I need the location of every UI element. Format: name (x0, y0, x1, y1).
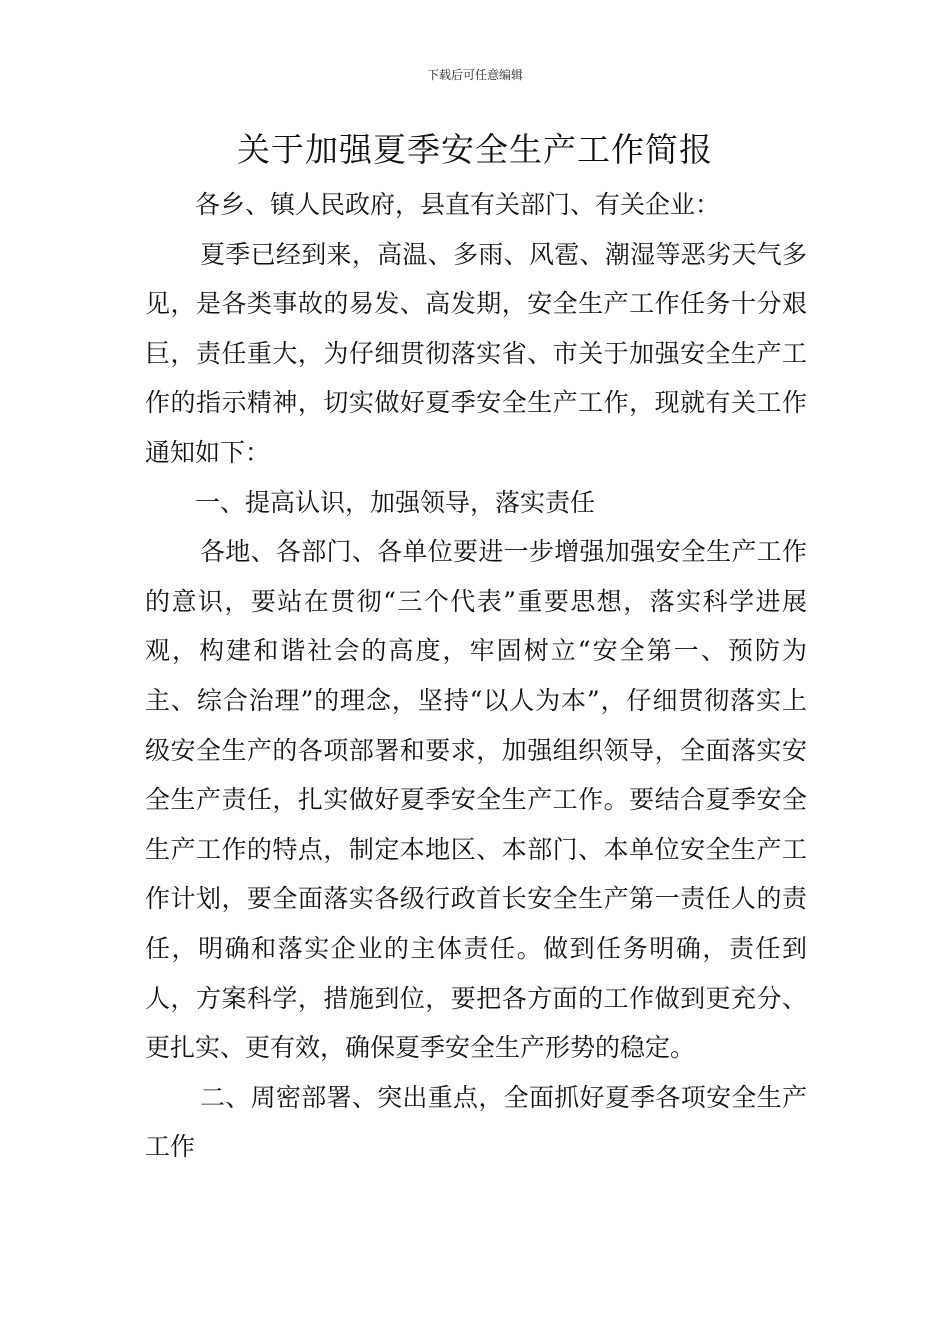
section-heading-1: 一、提高认识，加强领导，落实责任 (195, 487, 596, 517)
section-heading-2: 二、周密部署、突出重点，全面抓好夏季各项安全生产工作 (145, 1082, 807, 1162)
document-title: 关于加强夏季安全生产工作简报 (237, 130, 713, 169)
salutation: 各乡、镇人民政府，县直有关部门、有关企业： (195, 190, 721, 219)
paragraph-intro: 夏季已经到来，高温、多雨、风雹、潮湿等恶劣天气多见，是各类事故的易发、高发期，安全生产工作任务十分艰巨，责任重大，为仔细贯彻落实省、市关于加强安全生产工作的指示精神，切实做好夏季安全生产工作，现就有关工作通知如下： (145, 239, 807, 467)
paragraph-section-1: 各地、各部门、各单位要进一步增强加强安全生产工作的意识，要站在贯彻“三个代表”重要思想，落实科学进展观，构建和谐社会的高度，牢固树立“安全第一、预防为主、综合治理”的理念，坚持“以人为本”，仔细贯彻落实上级安全生产的各项部署和要求，加强组织领导，全面落实安全生产责任，扎实做好夏季安全生产工作。要结合夏季安全生产工作的特点，制定本地区、本部门、本单位安全生产工作计划，要全面落实各级行政首长安全生产第一责任人的责任，明确和落实企业的主体责任。做到任务明确，责任到人，方案科学，措施到位，要把各方面的工作做到更充分、更扎实、更有效，确保夏季安全生产形势的稳定。 (145, 537, 807, 1063)
document-body (145, 180, 807, 1172)
header-note: 下载后可任意编辑 (426, 68, 523, 82)
